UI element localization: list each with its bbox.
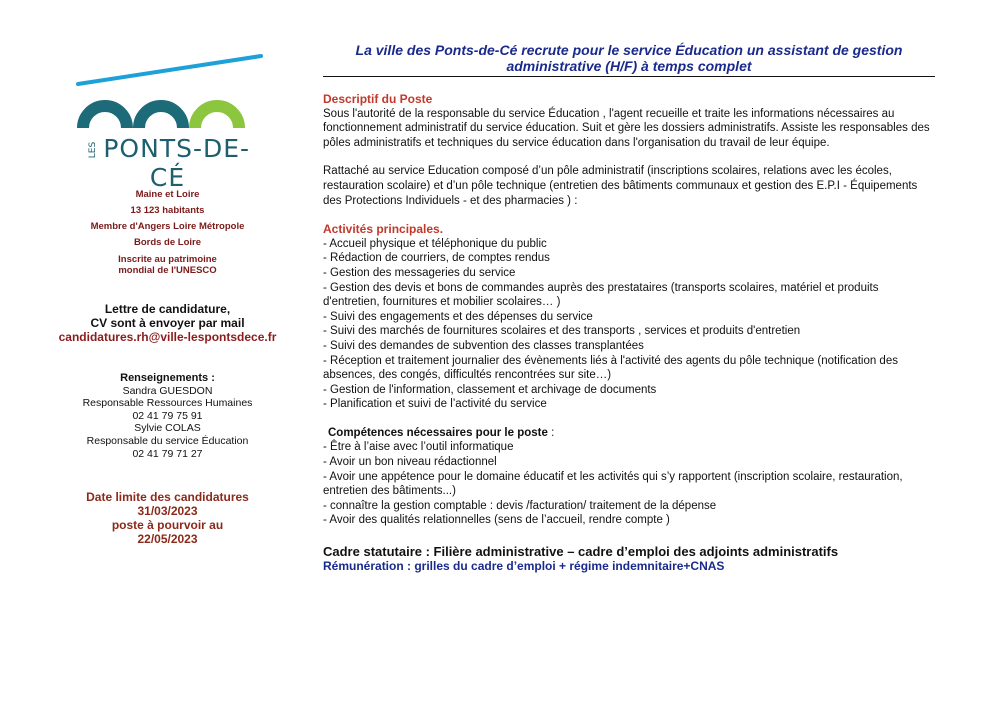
list-item: - Gestion de l'information, classement et archivage de documents [323, 383, 657, 396]
list-item: - Gestion des devis et bons de commandes auprès des prestataires (transports scolaires, matériel et produits d'entretien, fournitures et mobilier scolaires… ) [323, 281, 879, 309]
list-item: - Suivi des marchés de fournitures scolaires et des transports , services et produits d'entretien [323, 325, 801, 338]
list-item: - Suivi des demandes de subvention des classes transplantées [323, 339, 644, 352]
job-offer [323, 42, 935, 574]
competences-list [323, 440, 935, 528]
logo-wordmark: LES PONTS-DE-CÉ [88, 134, 251, 192]
contact-phone-2: 02 41 79 71 27 [132, 447, 203, 460]
fact-population: 13 123 habitants [130, 205, 205, 216]
activites-list [323, 237, 935, 412]
descriptif-heading: Descriptif du Poste [323, 92, 433, 106]
competences-heading: Compétences nécessaires pour le poste : [328, 426, 555, 439]
contact-name-2: Sylvie COLAS [134, 422, 201, 435]
cadre-statutaire: Cadre statutaire : Filière administrative – cadre d’emploi des adjoints administratifs [323, 544, 839, 560]
list-item: - Gestion des messageries du service [323, 266, 516, 279]
city-logo [73, 48, 263, 192]
list-item: - Planification et suivi de l’activité du service [323, 398, 547, 411]
list-item: - connaître la gestion comptable : devis /facturation/ traitement de la dépense [323, 499, 717, 512]
list-item: - Être à l’aise avec l’outil informatique [323, 441, 514, 454]
city-facts [50, 187, 285, 276]
fact-department: Maine et Loire [135, 189, 200, 200]
activites-heading: Activités principales. [323, 222, 444, 237]
list-item: - Accueil physique et téléphonique du public [323, 237, 547, 250]
sidebar [50, 48, 285, 546]
list-item: - Avoir des qualités relationnelles (sens de l’accueil, rendre compte ) [323, 514, 670, 527]
page-title: La ville des Ponts-de-Cé recrute pour le service Éducation un assistant de gestion administrative (H/F) à temps complet [323, 42, 935, 77]
fact-metropole: Membre d'Angers Loire Métropole [90, 221, 245, 232]
fact-unesco: Inscrite au patrimoine mondial de l'UNESCO [118, 254, 217, 276]
email-link[interactable]: candidatures.rh@ville-lespontsdece.fr [58, 330, 277, 344]
application-info: Lettre de candidature, CV sont à envoyer par mail candidatures.rh@ville-lespontsdece.fr [50, 302, 285, 344]
contact-name-1: Sandra GUESDON [122, 384, 213, 397]
contact-role-1: Responsable Ressources Humaines [82, 397, 253, 410]
rattache-text: Rattaché au service Education composé d’un pôle administratif (inscriptions scolaires, relations avec les écoles, restauration scolaire) et d’un pôle technique (entretien des bâtiments communaux et gestion des E.P.I - Équipements des Protections Individuels - et des pharmacies ) : [323, 165, 918, 207]
remuneration: Rémunération : grilles du cadre d’emploi + régime indemnitaire+CNAS [323, 559, 725, 574]
deadline-block: Date limite des candidatures 31/03/2023 poste à pourvoir au 22/05/2023 [86, 490, 249, 547]
descriptif-text: Sous l'autorité de la responsable du service Éducation , l'agent recueille et traite les informations nécessaires au fonctionnement administratif du service éducation. Suit et gère les dossiers administratifs. Assiste les responsables des pôles administratifs et techniques du service éducation dans l'organisation du travail de leur équipe. [323, 107, 930, 149]
list-item: - Rédaction de courriers, de comptes rendus [323, 252, 550, 265]
contact-role-2: Responsable du service Éducation [86, 434, 249, 447]
logo-graphic [73, 48, 263, 138]
contact-phone-1: 02 41 79 75 91 [132, 409, 203, 422]
contacts-block [50, 372, 285, 460]
fact-loire: Bords de Loire [133, 237, 202, 248]
list-item: - Suivi des engagements et des dépenses du service [323, 310, 593, 323]
list-item: - Avoir un bon niveau rédactionnel [323, 456, 497, 469]
contacts-title: Renseignements : [120, 372, 215, 384]
list-item: - Avoir une appétence pour le domaine éducatif et les activités qui s’y rapportent (inscription scolaire, restauration, entretien des bâtiments...) [323, 470, 903, 498]
list-item: - Réception et traitement journalier des évènements liés à l'activité des agents du pôle technique (notification des absences, des congés, difficultés rencontrées sur site…) [323, 354, 898, 382]
